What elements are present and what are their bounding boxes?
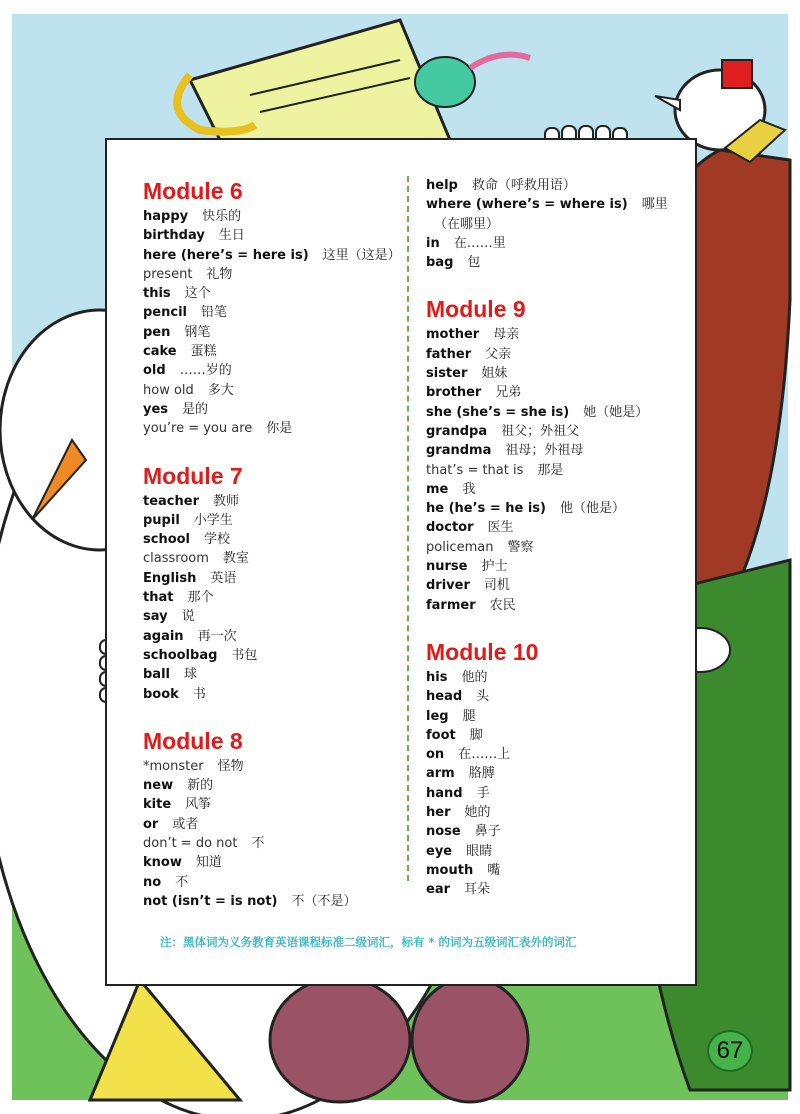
english-word: kite xyxy=(143,797,172,813)
english-word: birthday xyxy=(143,228,205,244)
chinese-meaning: 是的 xyxy=(182,401,209,417)
english-word: happy xyxy=(143,209,189,224)
vocab-entry xyxy=(426,253,688,272)
vocab-entry xyxy=(426,234,688,253)
chinese-meaning: 眼睛 xyxy=(466,843,493,859)
chinese-meaning: 礼物 xyxy=(206,266,233,282)
english-word: hand xyxy=(426,785,463,801)
vocab-entry xyxy=(426,687,688,706)
chinese-meaning: 知道 xyxy=(195,855,222,871)
vocab-entry xyxy=(426,576,688,595)
module-title: Module 7 xyxy=(143,462,243,489)
vocab-entry xyxy=(426,403,688,422)
module-title: Module 10 xyxy=(426,638,539,665)
vocab-entry xyxy=(426,518,688,537)
chinese-meaning: ……岁的 xyxy=(179,363,232,379)
chinese-meaning: 生日 xyxy=(218,228,245,244)
english-word: doctor xyxy=(426,520,474,536)
vocab-entry xyxy=(143,265,403,284)
english-word: how old xyxy=(143,382,194,398)
chinese-meaning: 铅笔 xyxy=(201,305,228,321)
vocab-entry xyxy=(143,400,403,419)
vocab-entry xyxy=(143,873,403,892)
module-title: Module 9 xyxy=(426,296,526,323)
module-9-section xyxy=(426,296,688,614)
chinese-meaning: 那个 xyxy=(187,590,214,606)
english-word: *monster xyxy=(143,758,204,774)
vocab-entry xyxy=(143,607,403,626)
chinese-meaning: 手 xyxy=(476,785,490,801)
chinese-meaning: 她的 xyxy=(464,805,491,821)
english-word: know xyxy=(143,855,182,871)
english-word: leg xyxy=(426,708,449,724)
chinese-meaning: 或者 xyxy=(172,816,199,832)
chinese-meaning: 我 xyxy=(462,481,476,497)
chinese-meaning: 脚 xyxy=(469,727,483,743)
chinese-meaning: 快乐的 xyxy=(202,209,242,224)
english-word: say xyxy=(143,609,168,625)
chinese-meaning: 风筝 xyxy=(185,797,212,813)
chinese-meaning: 祖母；外祖母 xyxy=(505,443,584,459)
english-word: here (here’s = here is) xyxy=(143,247,309,263)
chinese-meaning: 他的 xyxy=(461,669,488,685)
vocab-entry xyxy=(426,822,688,841)
chinese-meaning: 不 xyxy=(251,836,265,852)
english-word: yes xyxy=(143,401,169,417)
english-word: don’t = do not xyxy=(143,836,238,852)
english-word: ear xyxy=(426,882,451,898)
vocab-entry xyxy=(143,323,403,342)
module-6-section xyxy=(143,178,403,439)
english-word: head xyxy=(426,689,463,705)
chinese-meaning: 耳朵 xyxy=(464,882,491,898)
chinese-meaning: 教师 xyxy=(213,493,240,509)
chinese-meaning: 蛋糕 xyxy=(190,344,217,360)
english-word: pen xyxy=(143,324,171,340)
vocab-entry xyxy=(143,685,403,704)
chinese-meaning: 司机 xyxy=(483,578,510,594)
english-word: grandpa xyxy=(426,423,488,439)
left-shoe xyxy=(270,978,410,1102)
vocab-entry xyxy=(426,176,688,195)
english-word: help xyxy=(426,178,458,193)
english-word: present xyxy=(143,266,193,282)
english-word: farmer xyxy=(426,597,476,613)
module-title: Module 6 xyxy=(143,178,243,204)
vocab-entry xyxy=(143,853,403,872)
vocab-entry xyxy=(143,627,403,646)
vocab-entry xyxy=(143,757,403,776)
english-word: bag xyxy=(426,255,454,271)
vocab-entry xyxy=(426,538,688,557)
vocabulary-board xyxy=(105,138,697,986)
chinese-meaning: 小学生 xyxy=(193,512,233,528)
vocab-entry xyxy=(426,325,688,344)
vocab-entry xyxy=(426,596,688,615)
right-shoe xyxy=(412,978,528,1102)
vocab-entry xyxy=(426,383,688,402)
english-word: mouth xyxy=(426,862,474,878)
chinese-meaning: 那是 xyxy=(537,462,564,478)
chinese-meaning: 书包 xyxy=(231,647,258,663)
english-word: she (she’s = she is) xyxy=(426,404,570,420)
vocab-entry xyxy=(426,764,688,783)
chinese-meaning: 救命（呼救用语） xyxy=(471,178,576,193)
vocab-entry xyxy=(143,284,403,303)
english-word: father xyxy=(426,346,472,362)
chinese-meaning: 这个 xyxy=(184,286,211,302)
chinese-meaning: 在……里 xyxy=(453,235,506,251)
vocab-entry xyxy=(143,530,403,549)
vocab-entry xyxy=(426,861,688,880)
english-word: that’s = that is xyxy=(426,462,524,478)
chinese-meaning: 学校 xyxy=(204,532,231,548)
chinese-meaning: 在……上 xyxy=(458,747,511,763)
english-word: brother xyxy=(426,385,482,401)
english-word: this xyxy=(143,286,171,302)
vocab-entry xyxy=(143,795,403,814)
chinese-meaning: 父亲 xyxy=(485,346,512,362)
vocab-entry xyxy=(143,246,403,265)
vocab-entry xyxy=(143,511,403,530)
chinese-meaning: 不（不是） xyxy=(291,893,357,909)
chinese-meaning: 包 xyxy=(467,255,481,271)
green-creature xyxy=(415,57,475,107)
vocab-entry xyxy=(143,834,403,853)
chinese-meaning: 你是 xyxy=(266,421,293,437)
chinese-meaning: 新的 xyxy=(187,778,214,794)
vocab-entry xyxy=(426,461,688,480)
english-word: her xyxy=(426,805,451,821)
english-word: sister xyxy=(426,366,468,382)
vocab-entry xyxy=(143,303,403,322)
chinese-meaning: 鼻子 xyxy=(474,824,501,840)
vocab-entry xyxy=(143,776,403,795)
chinese-meaning: 球 xyxy=(184,667,198,683)
column-divider xyxy=(407,176,409,881)
chinese-meaning: 医生 xyxy=(487,520,514,536)
vocab-entry xyxy=(426,803,688,822)
english-word: teacher xyxy=(143,493,199,509)
right-column xyxy=(426,176,688,924)
vocab-entry xyxy=(143,549,403,568)
chinese-meaning: 英语 xyxy=(210,570,237,586)
page-number: 67 xyxy=(707,1030,753,1072)
chinese-meaning: 她（她是） xyxy=(583,404,649,420)
chinese-meaning: 腿 xyxy=(462,708,476,724)
vocab-entry xyxy=(426,880,688,899)
english-word: where (where’s = where is) xyxy=(426,197,628,213)
vocab-entry xyxy=(143,207,403,226)
english-word: his xyxy=(426,669,448,685)
english-word: or xyxy=(143,816,159,832)
vocab-entry xyxy=(426,441,688,460)
english-word: no xyxy=(143,874,162,890)
english-word: English xyxy=(143,570,197,586)
chinese-meaning: 头 xyxy=(476,689,490,705)
chinese-meaning: 护士 xyxy=(481,559,508,575)
left-column xyxy=(143,178,403,935)
english-word: you’re = you are xyxy=(143,421,253,437)
chinese-meaning: 说 xyxy=(181,609,195,625)
chinese-meaning: 祖父；外祖父 xyxy=(501,423,580,439)
vocab-entry xyxy=(426,499,688,518)
english-word: pencil xyxy=(143,305,187,321)
chinese-meaning: 不 xyxy=(175,874,189,890)
vocab-entry xyxy=(143,342,403,361)
module-8-section xyxy=(143,728,403,911)
chinese-meaning: 兄弟 xyxy=(495,385,522,401)
vocab-entry xyxy=(426,784,688,803)
module-title: Module 8 xyxy=(143,727,243,754)
english-word: pupil xyxy=(143,512,180,528)
vocab-entry xyxy=(426,557,688,576)
chinese-meaning: 再一次 xyxy=(197,628,237,644)
red-hat xyxy=(722,60,752,88)
vocab-entry xyxy=(426,422,688,441)
module-7-section xyxy=(143,463,403,704)
english-word: again xyxy=(143,628,184,644)
chinese-meaning: 多大 xyxy=(207,382,234,398)
vocab-entry xyxy=(143,646,403,665)
english-word: that xyxy=(143,590,174,606)
english-word: school xyxy=(143,532,191,548)
module-8-continued xyxy=(426,176,688,272)
vocab-entry xyxy=(426,195,688,214)
vocab-entry xyxy=(143,361,403,380)
vocab-entry xyxy=(143,381,403,400)
vocab-entry xyxy=(426,364,688,383)
english-word: new xyxy=(143,778,174,794)
english-word: book xyxy=(143,686,179,702)
chinese-meaning: 农民 xyxy=(489,597,516,613)
english-word: schoolbag xyxy=(143,647,218,663)
chinese-meaning: 教室 xyxy=(222,551,249,567)
chinese-meaning: 他（他是） xyxy=(559,501,625,517)
vocab-entry xyxy=(426,842,688,861)
module-10-section xyxy=(426,639,688,900)
english-word: not (isn’t = is not) xyxy=(143,893,278,909)
vocab-entry xyxy=(143,588,403,607)
vocab-entry xyxy=(426,345,688,364)
vocab-entry xyxy=(426,215,688,234)
vocab-entry xyxy=(143,569,403,588)
vocab-entry xyxy=(426,668,688,687)
vocab-entry xyxy=(426,707,688,726)
english-word: grandma xyxy=(426,443,492,459)
chinese-meaning: 这里（这是） xyxy=(322,247,401,263)
english-word: on xyxy=(426,747,445,763)
english-word: in xyxy=(426,235,440,251)
english-word: ball xyxy=(143,667,170,683)
chinese-meaning: 姐妹 xyxy=(481,366,508,382)
vocab-entry xyxy=(143,892,403,911)
chinese-meaning: 书 xyxy=(192,686,206,702)
english-word: foot xyxy=(426,727,456,743)
english-word: mother xyxy=(426,327,480,343)
english-word: arm xyxy=(426,766,455,782)
chinese-meaning: 哪里 xyxy=(641,197,668,213)
footnote: 注：黑体词为义务教育英语课程标准二级词汇，标有 * 的词为五级词汇表外的词汇 xyxy=(160,935,577,949)
english-word: cake xyxy=(143,344,177,360)
english-word: driver xyxy=(426,578,470,594)
chinese-meaning: 母亲 xyxy=(493,327,520,343)
english-word: old xyxy=(143,363,166,379)
chinese-meaning: 警察 xyxy=(507,539,534,555)
chinese-meaning: （在哪里） xyxy=(434,216,500,232)
chinese-meaning: 胳膊 xyxy=(468,766,495,782)
vocab-entry xyxy=(143,419,403,438)
chinese-meaning: 怪物 xyxy=(217,758,244,774)
english-word: eye xyxy=(426,843,453,859)
english-word: he (he’s = he is) xyxy=(426,501,546,517)
vocab-entry xyxy=(143,492,403,511)
english-word: nurse xyxy=(426,559,468,575)
vocab-entry xyxy=(426,745,688,764)
english-word: classroom xyxy=(143,551,209,567)
english-word: nose xyxy=(426,824,461,840)
english-word: me xyxy=(426,481,449,497)
vocab-entry xyxy=(143,815,403,834)
chinese-meaning: 钢笔 xyxy=(184,324,211,340)
vocab-entry xyxy=(426,726,688,745)
vocab-entry xyxy=(143,226,403,245)
english-word: policeman xyxy=(426,539,494,555)
vocab-entry xyxy=(143,665,403,684)
vocab-entry xyxy=(426,480,688,499)
chinese-meaning: 嘴 xyxy=(487,862,501,878)
